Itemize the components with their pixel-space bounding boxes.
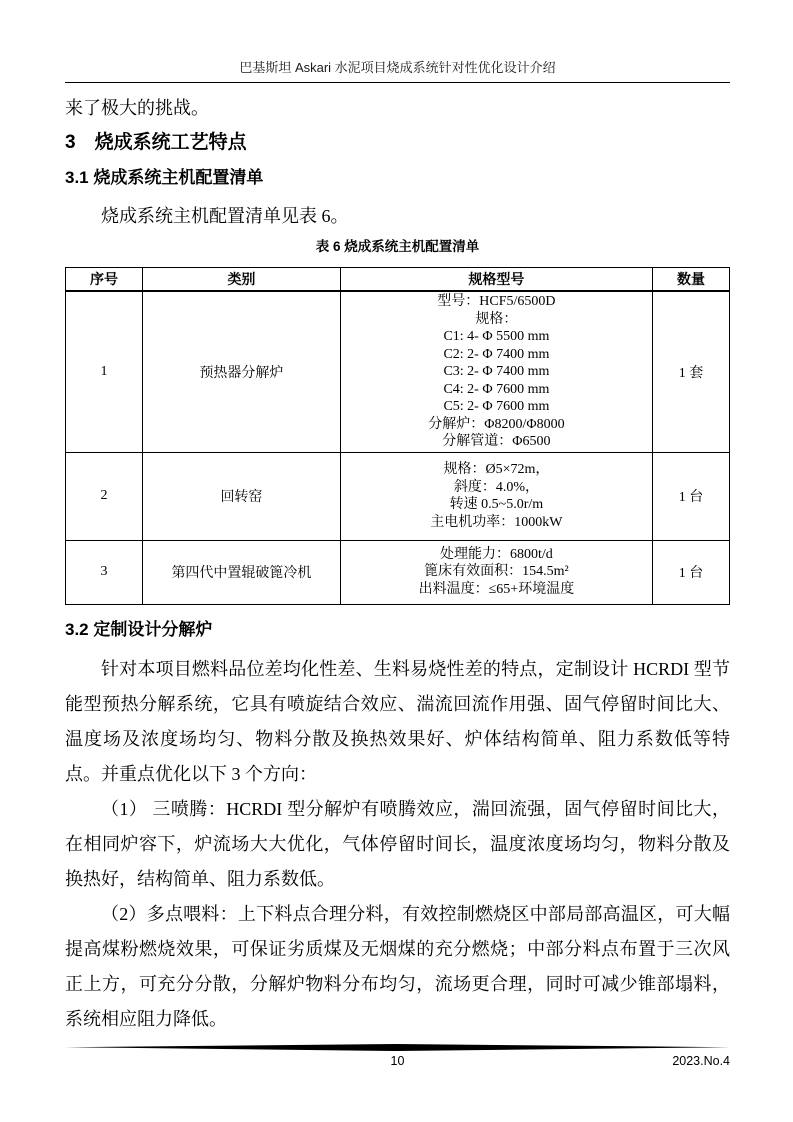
config-table (65, 267, 730, 605)
section-3-heading: 3 烧成系统工艺特点 (65, 132, 247, 153)
spec-line: 分解管道：Φ6500 (442, 434, 551, 449)
cell-category: 回转窑 (143, 452, 341, 540)
col-header-qty: 数量 (652, 268, 729, 292)
page-number: 10 (390, 1054, 405, 1068)
spec-line: 转速 0.5~5.0r/m (449, 497, 544, 512)
spec-line: C1: 4- Φ 5500 mm (443, 329, 550, 344)
cell-qty: 1 套 (652, 291, 729, 452)
cell-spec (340, 291, 652, 452)
body-paragraph-2: （1） 三喷腾：HCRDI 型分解炉有喷腾效应，湍回流强，固气停留时间比大，在相同炉容下，炉流场大大优化，气体停留时间长，温度浓度场均匀，物料分散及换热好，结构简单、阻力系数低。 (65, 798, 730, 889)
spec-line: C5: 2- Φ 7600 mm (443, 399, 550, 414)
spec-line: 篦床有效面积：154.5m² (424, 564, 569, 580)
spec-line: 规格： (475, 311, 518, 327)
cell-no: 2 (66, 452, 143, 540)
section-3-1-heading: 3.1 烧成系统主机配置清单 (65, 168, 264, 187)
table-row-2 (66, 452, 730, 540)
running-header-title: 巴基斯坦 Askari 水泥项目烧成系统针对性优化设计介绍 (239, 60, 556, 75)
cell-spec (340, 540, 652, 604)
spec-line: 处理能力：6800t/d (440, 546, 553, 562)
table-row-1 (66, 291, 730, 452)
section-3-2-heading: 3.2 定制设计分解炉 (65, 619, 213, 639)
footer-bar (65, 1044, 730, 1051)
table-header-row (66, 268, 730, 292)
body-paragraph-3: （2）多点喂料：上下料点合理分料，有效控制燃烧区中部局部高温区，可大幅提高煤粉燃烧效果，可保证劣质煤及无烟煤的充分燃烧；中部分料点布置于三次风正上方，可充分分散，分解炉物料分布均匀，流场更合理，同时可减少锥部塌料，系统相应阻力降低。 (65, 903, 730, 1029)
page-footer (65, 1044, 730, 1069)
col-header-category: 类别 (143, 268, 341, 292)
spec-line: 分解炉：Φ8200/Φ8000 (428, 416, 565, 432)
cell-spec (340, 452, 652, 540)
cell-qty: 1 台 (652, 452, 729, 540)
spec-line: 出料温度：≤65+环境温度 (418, 581, 575, 597)
page-header (65, 58, 730, 83)
header-rule (65, 82, 730, 83)
cell-qty: 1 台 (652, 540, 729, 604)
body-paragraph-1: 针对本项目燃料品位差均化性差、生料易烧性差的特点，定制设计 HCRDI 型节能型预热分解系统，它具有喷旋结合效应、湍流回流作用强、固气停留时间比大、温度场及浓度场均匀、物料分散及换热效果好、炉体结构简单、阻力系数低等特点。并重点优化以下 3 个方向： (65, 658, 730, 784)
issue-number: 2023.No.4 (672, 1054, 730, 1068)
spec-line: 规格：Ø5×72m， (443, 462, 550, 477)
spec-line: C3: 2- Φ 7400 mm (443, 364, 550, 379)
cell-category: 第四代中置辊破篦冷机 (143, 540, 341, 604)
col-header-no: 序号 (66, 268, 143, 292)
cell-no: 3 (66, 540, 143, 604)
section-3-1-lead: 烧成系统主机配置清单见表 6。 (101, 206, 349, 226)
intro-paragraph: 来了极大的挑战。 (65, 98, 209, 118)
col-header-spec: 规格型号 (340, 268, 652, 292)
footer-row (65, 1053, 730, 1069)
table-row-3 (66, 540, 730, 604)
spec-line: 型号：HCF5/6500D (437, 294, 556, 309)
cell-category: 预热器分解炉 (143, 291, 341, 452)
spec-line: 主电机功率：1000kW (430, 514, 563, 530)
table-caption: 表 6 烧成系统主机配置清单 (315, 239, 480, 254)
spec-line: 斜度：4.0%， (453, 479, 539, 495)
cell-no: 1 (66, 291, 143, 452)
spec-line: C4: 2- Φ 7600 mm (443, 381, 550, 397)
spec-line: C2: 2- Φ 7400 mm (443, 346, 550, 362)
